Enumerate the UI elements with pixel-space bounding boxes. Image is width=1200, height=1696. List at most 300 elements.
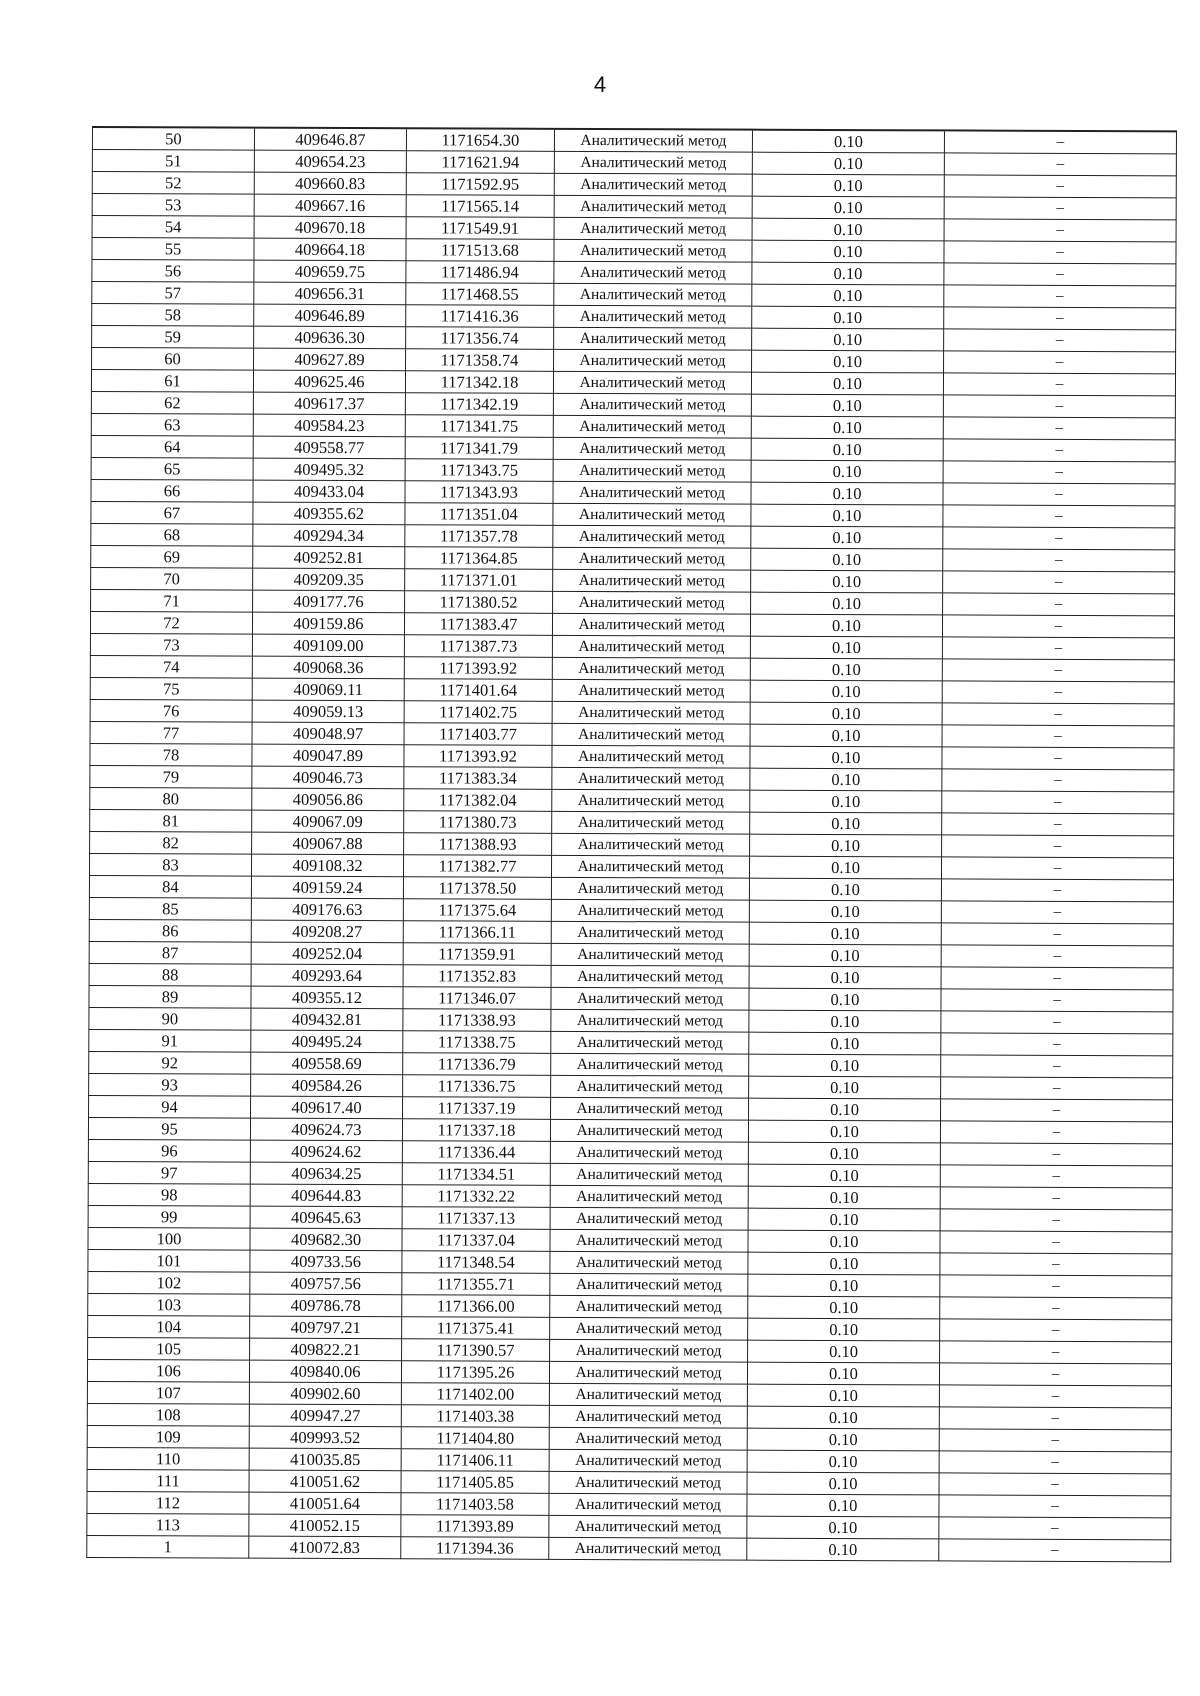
point-number-cell: 109 <box>87 1425 249 1448</box>
x-coordinate-cell: 410051.62 <box>249 1470 401 1493</box>
x-coordinate-cell: 409252.81 <box>253 546 405 569</box>
table-row <box>87 1535 1171 1561</box>
x-coordinate-cell: 409209.35 <box>253 568 405 591</box>
note-cell: – <box>940 1187 1172 1210</box>
x-coordinate-cell: 409670.18 <box>254 216 406 239</box>
point-number-cell: 80 <box>90 787 252 810</box>
point-number-cell: 99 <box>88 1205 250 1228</box>
point-number-cell: 50 <box>92 127 254 150</box>
y-coordinate-cell: 1171403.38 <box>401 1405 549 1428</box>
point-number-cell: 110 <box>87 1447 249 1470</box>
x-coordinate-cell: 409159.86 <box>252 612 404 635</box>
x-coordinate-cell: 409176.63 <box>251 898 403 921</box>
point-number-cell: 86 <box>89 919 251 942</box>
y-coordinate-cell: 1171403.77 <box>404 723 552 746</box>
accuracy-cell: 0.10 <box>749 944 941 967</box>
method-cell: Аналитический метод <box>552 657 750 680</box>
method-cell: Аналитический метод <box>550 1251 748 1274</box>
y-coordinate-cell: 1171375.41 <box>402 1317 550 1340</box>
y-coordinate-cell: 1171338.93 <box>403 1009 551 1032</box>
note-cell: – <box>944 153 1176 176</box>
point-number-cell: 90 <box>89 1007 251 1030</box>
accuracy-cell: 0.10 <box>749 1076 941 1099</box>
y-coordinate-cell: 1171393.92 <box>404 657 552 680</box>
accuracy-cell: 0.10 <box>748 1340 940 1363</box>
point-number-cell: 82 <box>90 831 252 854</box>
point-number-cell: 81 <box>90 809 252 832</box>
y-coordinate-cell: 1171358.74 <box>406 349 554 372</box>
y-coordinate-cell: 1171486.94 <box>406 261 554 284</box>
method-cell: Аналитический метод <box>550 1141 748 1164</box>
point-number-cell: 111 <box>87 1469 249 1492</box>
x-coordinate-cell: 409355.62 <box>253 502 405 525</box>
point-number-cell: 70 <box>91 567 253 590</box>
note-cell: – <box>942 703 1174 726</box>
method-cell: Аналитический метод <box>551 943 749 966</box>
y-coordinate-cell: 1171565.14 <box>406 195 554 218</box>
y-coordinate-cell: 1171337.19 <box>403 1097 551 1120</box>
method-cell: Аналитический метод <box>553 569 751 592</box>
method-cell: Аналитический метод <box>551 1031 749 1054</box>
y-coordinate-cell: 1171405.85 <box>401 1471 549 1494</box>
method-cell: Аналитический метод <box>549 1471 747 1494</box>
point-number-cell: 88 <box>89 963 251 986</box>
note-cell: – <box>944 197 1176 220</box>
method-cell: Аналитический метод <box>551 1097 749 1120</box>
x-coordinate-cell: 409056.86 <box>252 788 404 811</box>
accuracy-cell: 0.10 <box>748 1142 940 1165</box>
point-number-cell: 73 <box>90 633 252 656</box>
x-coordinate-cell: 409947.27 <box>249 1404 401 1427</box>
x-coordinate-cell: 409646.89 <box>254 304 406 327</box>
accuracy-cell: 0.10 <box>749 856 941 879</box>
x-coordinate-cell: 409840.06 <box>249 1360 401 1383</box>
y-coordinate-cell: 1171332.22 <box>402 1185 550 1208</box>
accuracy-cell: 0.10 <box>748 1164 940 1187</box>
note-cell: – <box>943 527 1175 550</box>
method-cell: Аналитический метод <box>552 789 750 812</box>
accuracy-cell: 0.10 <box>752 152 944 175</box>
accuracy-cell: 0.10 <box>748 1274 940 1297</box>
y-coordinate-cell: 1171336.79 <box>403 1053 551 1076</box>
point-number-cell: 57 <box>92 282 254 305</box>
note-cell: – <box>943 395 1175 418</box>
y-coordinate-cell: 1171343.93 <box>405 481 553 504</box>
accuracy-cell: 0.10 <box>751 592 943 615</box>
accuracy-cell: 0.10 <box>747 1494 939 1517</box>
x-coordinate-cell: 409068.36 <box>252 656 404 679</box>
accuracy-cell: 0.10 <box>748 1208 940 1231</box>
y-coordinate-cell: 1171348.54 <box>402 1251 550 1274</box>
y-coordinate-cell: 1171355.71 <box>402 1273 550 1296</box>
point-number-cell: 95 <box>88 1117 250 1140</box>
y-coordinate-cell: 1171549.91 <box>406 217 554 240</box>
coordinates-table-body <box>87 127 1177 1562</box>
x-coordinate-cell: 409654.23 <box>254 150 406 173</box>
x-coordinate-cell: 409617.37 <box>253 392 405 415</box>
note-cell: – <box>943 417 1175 440</box>
point-number-cell: 104 <box>88 1315 250 1338</box>
method-cell: Аналитический метод <box>552 679 750 702</box>
y-coordinate-cell: 1171351.04 <box>405 503 553 526</box>
x-coordinate-cell: 409159.24 <box>251 876 403 899</box>
method-cell: Аналитический метод <box>550 1119 748 1142</box>
y-coordinate-cell: 1171416.36 <box>406 305 554 328</box>
accuracy-cell: 0.10 <box>752 130 944 153</box>
accuracy-cell: 0.10 <box>747 1538 939 1561</box>
point-number-cell: 105 <box>88 1337 250 1360</box>
method-cell: Аналитический метод <box>550 1185 748 1208</box>
x-coordinate-cell: 409584.26 <box>251 1074 403 1097</box>
method-cell: Аналитический метод <box>551 1009 749 1032</box>
point-number-cell: 69 <box>91 545 253 568</box>
accuracy-cell: 0.10 <box>750 834 942 857</box>
y-coordinate-cell: 1171621.94 <box>406 151 554 174</box>
x-coordinate-cell: 409645.63 <box>250 1206 402 1229</box>
y-coordinate-cell: 1171341.79 <box>405 437 553 460</box>
note-cell: – <box>941 1011 1173 1034</box>
note-cell: – <box>942 637 1174 660</box>
note-cell: – <box>940 1165 1172 1188</box>
point-number-cell: 85 <box>89 897 251 920</box>
x-coordinate-cell: 409208.27 <box>251 920 403 943</box>
x-coordinate-cell: 409067.09 <box>252 810 404 833</box>
point-number-cell: 51 <box>92 150 254 173</box>
accuracy-cell: 0.10 <box>749 1054 941 1077</box>
page-number: 4 <box>593 72 607 97</box>
note-cell: – <box>939 1385 1171 1408</box>
method-cell: Аналитический метод <box>554 217 752 240</box>
accuracy-cell: 0.10 <box>752 350 944 373</box>
accuracy-cell: 0.10 <box>750 746 942 769</box>
y-coordinate-cell: 1171371.01 <box>405 569 553 592</box>
y-coordinate-cell: 1171338.75 <box>403 1031 551 1054</box>
note-cell: – <box>942 659 1174 682</box>
accuracy-cell: 0.10 <box>750 702 942 725</box>
note-cell: – <box>940 1275 1172 1298</box>
y-coordinate-cell: 1171366.11 <box>403 921 551 944</box>
accuracy-cell: 0.10 <box>748 1252 940 1275</box>
method-cell: Аналитический метод <box>550 1295 748 1318</box>
method-cell: Аналитический метод <box>550 1163 748 1186</box>
y-coordinate-cell: 1171393.92 <box>404 745 552 768</box>
note-cell: – <box>944 263 1176 286</box>
note-cell: – <box>940 1341 1172 1364</box>
note-cell: – <box>939 1517 1171 1540</box>
y-coordinate-cell: 1171356.74 <box>406 327 554 350</box>
y-coordinate-cell: 1171334.51 <box>402 1163 550 1186</box>
note-cell: – <box>940 1231 1172 1254</box>
x-coordinate-cell: 409660.83 <box>254 172 406 195</box>
accuracy-cell: 0.10 <box>747 1472 939 1495</box>
x-coordinate-cell: 410051.64 <box>249 1492 401 1515</box>
note-cell: – <box>942 813 1174 836</box>
method-cell: Аналитический метод <box>549 1383 747 1406</box>
x-coordinate-cell: 409682.30 <box>250 1228 402 1251</box>
method-cell: Аналитический метод <box>554 283 752 306</box>
x-coordinate-cell: 409617.40 <box>251 1096 403 1119</box>
y-coordinate-cell: 1171337.18 <box>402 1119 550 1142</box>
x-coordinate-cell: 409069.11 <box>252 678 404 701</box>
note-cell: – <box>941 1055 1173 1078</box>
point-number-cell: 94 <box>89 1095 251 1118</box>
method-cell: Аналитический метод <box>550 1339 748 1362</box>
y-coordinate-cell: 1171337.04 <box>402 1229 550 1252</box>
x-coordinate-cell: 409786.78 <box>250 1294 402 1317</box>
x-coordinate-cell: 409108.32 <box>251 854 403 877</box>
accuracy-cell: 0.10 <box>750 812 942 835</box>
y-coordinate-cell: 1171403.58 <box>401 1493 549 1516</box>
point-number-cell: 98 <box>88 1183 250 1206</box>
note-cell: – <box>941 923 1173 946</box>
y-coordinate-cell: 1171341.75 <box>405 415 553 438</box>
method-cell: Аналитический метод <box>554 239 752 262</box>
point-number-cell: 92 <box>89 1051 251 1074</box>
x-coordinate-cell: 409433.04 <box>253 480 405 503</box>
x-coordinate-cell: 409624.62 <box>250 1140 402 1163</box>
accuracy-cell: 0.10 <box>750 614 942 637</box>
accuracy-cell: 0.10 <box>749 878 941 901</box>
accuracy-cell: 0.10 <box>748 1186 940 1209</box>
note-cell: – <box>941 967 1173 990</box>
y-coordinate-cell: 1171364.85 <box>405 547 553 570</box>
x-coordinate-cell: 410052.15 <box>249 1514 401 1537</box>
note-cell: – <box>943 373 1175 396</box>
accuracy-cell: 0.10 <box>749 988 941 1011</box>
x-coordinate-cell: 409047.89 <box>252 744 404 767</box>
y-coordinate-cell: 1171357.78 <box>405 525 553 548</box>
accuracy-cell: 0.10 <box>752 240 944 263</box>
point-number-cell: 102 <box>88 1271 250 1294</box>
y-coordinate-cell: 1171336.44 <box>402 1141 550 1164</box>
method-cell: Аналитический метод <box>553 525 751 548</box>
point-number-cell: 64 <box>91 435 253 458</box>
note-cell: – <box>942 791 1174 814</box>
method-cell: Аналитический метод <box>551 1075 749 1098</box>
note-cell: – <box>940 1143 1172 1166</box>
accuracy-cell: 0.10 <box>749 1098 941 1121</box>
x-coordinate-cell: 409495.24 <box>251 1030 403 1053</box>
y-coordinate-cell: 1171654.30 <box>406 128 554 151</box>
method-cell: Аналитический метод <box>549 1427 747 1450</box>
y-coordinate-cell: 1171375.64 <box>403 899 551 922</box>
point-number-cell: 103 <box>88 1293 250 1316</box>
y-coordinate-cell: 1171406.11 <box>401 1449 549 1472</box>
y-coordinate-cell: 1171346.07 <box>403 987 551 1010</box>
x-coordinate-cell: 409733.56 <box>250 1250 402 1273</box>
method-cell: Аналитический метод <box>551 987 749 1010</box>
y-coordinate-cell: 1171343.75 <box>405 459 553 482</box>
y-coordinate-cell: 1171388.93 <box>404 833 552 856</box>
note-cell: – <box>942 681 1174 704</box>
method-cell: Аналитический метод <box>552 745 750 768</box>
note-cell: – <box>943 571 1175 594</box>
point-number-cell: 71 <box>91 589 253 612</box>
coordinates-table <box>86 126 1177 1562</box>
method-cell: Аналитический метод <box>554 173 752 196</box>
method-cell: Аналитический метод <box>553 459 751 482</box>
note-cell: – <box>943 549 1175 572</box>
method-cell: Аналитический метод <box>553 393 751 416</box>
x-coordinate-cell: 409664.18 <box>254 238 406 261</box>
method-cell: Аналитический метод <box>554 327 752 350</box>
y-coordinate-cell: 1171404.80 <box>401 1427 549 1450</box>
accuracy-cell: 0.10 <box>752 196 944 219</box>
y-coordinate-cell: 1171387.73 <box>404 635 552 658</box>
accuracy-cell: 0.10 <box>747 1384 939 1407</box>
accuracy-cell: 0.10 <box>752 262 944 285</box>
point-number-cell: 56 <box>92 260 254 283</box>
accuracy-cell: 0.10 <box>750 658 942 681</box>
method-cell: Аналитический метод <box>549 1493 747 1516</box>
x-coordinate-cell: 409067.88 <box>252 832 404 855</box>
x-coordinate-cell: 410072.83 <box>249 1536 401 1559</box>
note-cell: – <box>943 593 1175 616</box>
point-number-cell: 97 <box>88 1161 250 1184</box>
accuracy-cell: 0.10 <box>752 284 944 307</box>
note-cell: – <box>940 1319 1172 1342</box>
y-coordinate-cell: 1171592.95 <box>406 173 554 196</box>
y-coordinate-cell: 1171402.00 <box>401 1383 549 1406</box>
x-coordinate-cell: 409294.34 <box>253 524 405 547</box>
x-coordinate-cell: 409644.83 <box>250 1184 402 1207</box>
x-coordinate-cell: 409624.73 <box>250 1118 402 1141</box>
y-coordinate-cell: 1171401.64 <box>404 679 552 702</box>
accuracy-cell: 0.10 <box>751 416 943 439</box>
accuracy-cell: 0.10 <box>751 548 943 571</box>
point-number-cell: 63 <box>91 413 253 436</box>
accuracy-cell: 0.10 <box>752 328 944 351</box>
x-coordinate-cell: 409993.52 <box>249 1426 401 1449</box>
method-cell: Аналитический метод <box>549 1405 747 1428</box>
point-number-cell: 76 <box>90 699 252 722</box>
note-cell: – <box>944 329 1176 352</box>
method-cell: Аналитический метод <box>554 195 752 218</box>
method-cell: Аналитический метод <box>552 811 750 834</box>
method-cell: Аналитический метод <box>553 503 751 526</box>
x-coordinate-cell: 409625.46 <box>253 370 405 393</box>
x-coordinate-cell: 409636.30 <box>254 326 406 349</box>
accuracy-cell: 0.10 <box>748 1318 940 1341</box>
y-coordinate-cell: 1171393.89 <box>401 1515 549 1538</box>
note-cell: – <box>942 725 1174 748</box>
accuracy-cell: 0.10 <box>751 438 943 461</box>
accuracy-cell: 0.10 <box>750 636 942 659</box>
x-coordinate-cell: 409355.12 <box>251 986 403 1009</box>
y-coordinate-cell: 1171390.57 <box>402 1339 550 1362</box>
x-coordinate-cell: 409252.04 <box>251 942 403 965</box>
point-number-cell: 55 <box>92 238 254 261</box>
accuracy-cell: 0.10 <box>749 1010 941 1033</box>
method-cell: Аналитический метод <box>554 349 752 372</box>
note-cell: – <box>942 835 1174 858</box>
accuracy-cell: 0.10 <box>750 790 942 813</box>
method-cell: Аналитический метод <box>553 547 751 570</box>
method-cell: Аналитический метод <box>551 965 749 988</box>
accuracy-cell: 0.10 <box>749 966 941 989</box>
note-cell: – <box>944 285 1176 308</box>
note-cell: – <box>942 769 1174 792</box>
method-cell: Аналитический метод <box>550 1317 748 1340</box>
point-number-cell: 100 <box>88 1227 250 1250</box>
method-cell: Аналитический метод <box>554 305 752 328</box>
note-cell: – <box>943 483 1175 506</box>
x-coordinate-cell: 409634.25 <box>250 1162 402 1185</box>
note-cell: – <box>939 1363 1171 1386</box>
y-coordinate-cell: 1171402.75 <box>404 701 552 724</box>
note-cell: – <box>944 175 1176 198</box>
accuracy-cell: 0.10 <box>747 1406 939 1429</box>
x-coordinate-cell: 409048.97 <box>252 722 404 745</box>
note-cell: – <box>941 1033 1173 1056</box>
y-coordinate-cell: 1171382.04 <box>404 789 552 812</box>
note-cell: – <box>944 351 1176 374</box>
note-cell: – <box>941 901 1173 924</box>
accuracy-cell: 0.10 <box>749 1032 941 1055</box>
accuracy-cell: 0.10 <box>748 1120 940 1143</box>
point-number-cell: 68 <box>91 523 253 546</box>
note-cell: – <box>944 219 1176 242</box>
y-coordinate-cell: 1171359.91 <box>403 943 551 966</box>
point-number-cell: 53 <box>92 194 254 217</box>
point-number-cell: 84 <box>89 875 251 898</box>
accuracy-cell: 0.10 <box>748 1296 940 1319</box>
point-number-cell: 108 <box>87 1403 249 1426</box>
note-cell: – <box>940 1253 1172 1276</box>
note-cell: – <box>939 1429 1171 1452</box>
method-cell: Аналитический метод <box>551 921 749 944</box>
note-cell: – <box>941 1077 1173 1100</box>
x-coordinate-cell: 409584.23 <box>253 414 405 437</box>
point-number-cell: 58 <box>92 304 254 327</box>
point-number-cell: 113 <box>87 1513 249 1536</box>
accuracy-cell: 0.10 <box>752 174 944 197</box>
note-cell: – <box>942 747 1174 770</box>
note-cell: – <box>941 1099 1173 1122</box>
note-cell: – <box>944 241 1176 264</box>
x-coordinate-cell: 409797.21 <box>250 1316 402 1339</box>
point-number-cell: 72 <box>90 611 252 634</box>
point-number-cell: 79 <box>90 765 252 788</box>
x-coordinate-cell: 409667.16 <box>254 194 406 217</box>
x-coordinate-cell: 409109.00 <box>252 634 404 657</box>
method-cell: Аналитический метод <box>549 1449 747 1472</box>
point-number-cell: 112 <box>87 1491 249 1514</box>
method-cell: Аналитический метод <box>553 371 751 394</box>
note-cell: – <box>939 1495 1171 1518</box>
y-coordinate-cell: 1171383.47 <box>404 613 552 636</box>
point-number-cell: 1 <box>87 1535 249 1558</box>
x-coordinate-cell: 409558.77 <box>253 436 405 459</box>
y-coordinate-cell: 1171382.77 <box>403 855 551 878</box>
accuracy-cell: 0.10 <box>749 900 941 923</box>
note-cell: – <box>941 989 1173 1012</box>
x-coordinate-cell: 409495.32 <box>253 458 405 481</box>
method-cell: Аналитический метод <box>554 261 752 284</box>
accuracy-cell: 0.10 <box>750 768 942 791</box>
accuracy-cell: 0.10 <box>752 218 944 241</box>
x-coordinate-cell: 409822.21 <box>250 1338 402 1361</box>
x-coordinate-cell: 409659.75 <box>254 260 406 283</box>
accuracy-cell: 0.10 <box>751 504 943 527</box>
accuracy-cell: 0.10 <box>751 394 943 417</box>
method-cell: Аналитический метод <box>552 701 750 724</box>
point-number-cell: 89 <box>89 985 251 1008</box>
method-cell: Аналитический метод <box>553 415 751 438</box>
point-number-cell: 83 <box>89 853 251 876</box>
note-cell: – <box>943 505 1175 528</box>
point-number-cell: 65 <box>91 457 253 480</box>
